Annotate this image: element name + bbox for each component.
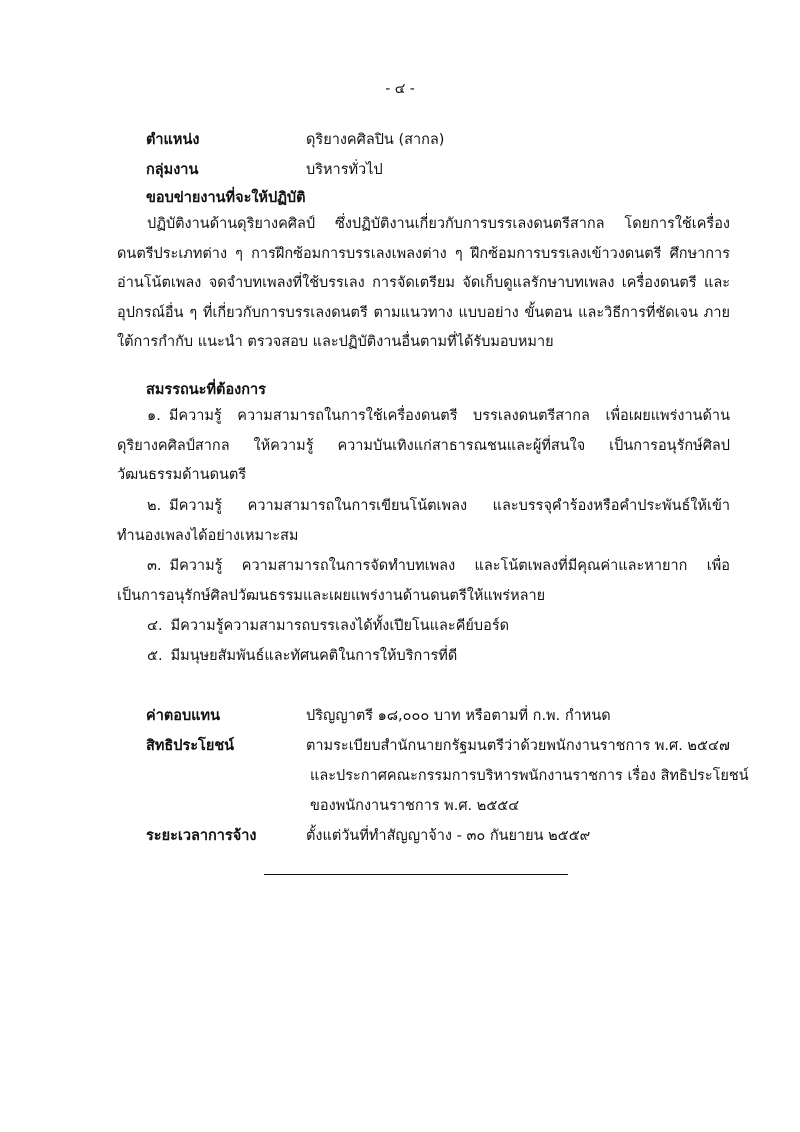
benefits-line: ของพนักงานราชการ พ.ศ. ๒๕๕๔ — [310, 798, 520, 814]
competency-number: ๑. — [147, 408, 161, 424]
competency-text: มีความรู้ ความสามารถในการใช้เครื่องดนตรี บรรเลงดนตรีสากล เพื่อเผยแพร่งานด้านดุริยางคศิลป์สากล ให้ความรู้ ความบันเทิงแก่สาธารณชนและผู้ที่สนใจ เป็นการอนุรักษ์ศิลปวัฒนธรรมด้านดนตรี — [117, 408, 730, 484]
compensation-row — [146, 704, 611, 727]
employment-period-value: ตั้งแต่วันที่ทำสัญญาจ้าง - ๓๐ กันยายน ๒๕๕๙ — [306, 828, 591, 844]
competency-item — [117, 642, 730, 672]
end-divider — [264, 874, 568, 875]
position-label: ตำแหน่ง — [146, 132, 200, 148]
competency-number: ๓. — [147, 558, 162, 574]
competencies-heading: สมรรถนะที่ต้องการ — [146, 382, 266, 398]
benefits-label: สิทธิประโยชน์ — [146, 738, 235, 754]
competency-item — [117, 612, 730, 642]
compensation-value: ปริญญาตรี ๑๘,๐๐๐ บาท หรือตามที่ ก.พ. กำหนด — [306, 708, 611, 724]
competency-number: ๔. — [147, 618, 163, 634]
competency-number: ๕. — [147, 648, 163, 664]
competency-text: มีความรู้ความสามารถบรรเลงได้ทั้งเปียโนและคีย์บอร์ด — [170, 618, 510, 634]
employment-period-label: ระยะเวลาการจ้าง — [146, 828, 257, 844]
scope-heading: ขอบข่ายงานที่จะให้ปฏิบัติ — [146, 190, 306, 206]
competency-item — [117, 492, 730, 551]
employment-period-row — [146, 824, 590, 847]
benefits-line: ตามระเบียบสำนักนายกรัฐมนตรีว่าด้วยพนักงานราชการ พ.ศ. ๒๕๔๗ — [306, 738, 730, 754]
position-row — [146, 128, 444, 151]
competency-text: มีความรู้ ความสามารถในการเขียนโน้ตเพลง และบรรจุคำร้องหรือคำประพันธ์ให้เข้าทำนองเพลงได้อย่างเหมาะสม — [117, 498, 730, 544]
page-number: - ๔ - — [385, 81, 415, 97]
work-group-label: กลุ่มงาน — [146, 162, 199, 178]
competency-text: มีความรู้ ความสามารถในการจัดทำบทเพลง และโน้ตเพลงที่มีคุณค่าและหายาก เพื่อเป็นการอนุรักษ์ศิลปวัฒนธรรมและเผยแพร่งานด้านดนตรีให้แพร่หลาย — [117, 558, 730, 604]
benefits-row — [146, 734, 730, 757]
competency-item — [117, 402, 730, 491]
competency-number: ๒. — [147, 498, 162, 514]
scope-paragraph: ปฏิบัติงานด้านดุริยางคศิลป์ ซึ่งปฏิบัติงานเกี่ยวกับการบรรเลงดนตรีสากล โดยการใช้เครื่องดนตรีประเภทต่าง ๆ การฝึกซ้อมการบรรเลงเพลงต่าง ๆ ฝึกซ้อมการบรรเลงเข้าวงดนตรี ศึกษาการอ่านโน้ตเพลง จดจำบทเพลงที่ใช้บรรเลง การจัดเตรียม จัดเก็บดูแลรักษาบทเพลง เครื่องดนตรี และอุปกรณ์อื่น ๆ ที่เกี่ยวกับการบรรเลงดนตรี ตามแนวทาง แบบอย่าง ขั้นตอน และวิธีการที่ชัดเจน ภายใต้การกำกับ แนะนำ ตรวจสอบ และปฏิบัติงานอื่นตามที่ได้รับมอบหมาย — [117, 216, 730, 351]
benefits-line: และประกาศคณะกรรมการบริหารพนักงานราชการ เรื่อง สิทธิประโยชน์ — [310, 768, 749, 784]
work-group-row — [146, 158, 383, 181]
work-group-value: บริหารทั่วไป — [306, 162, 383, 178]
position-value: ดุริยางคศิลปิน (สากล) — [306, 132, 445, 148]
competency-text: มีมนุษยสัมพันธ์และทัศนคติในการให้บริการที่ดี — [170, 648, 458, 664]
compensation-label: ค่าตอบแทน — [146, 708, 220, 724]
competency-item — [117, 552, 730, 611]
